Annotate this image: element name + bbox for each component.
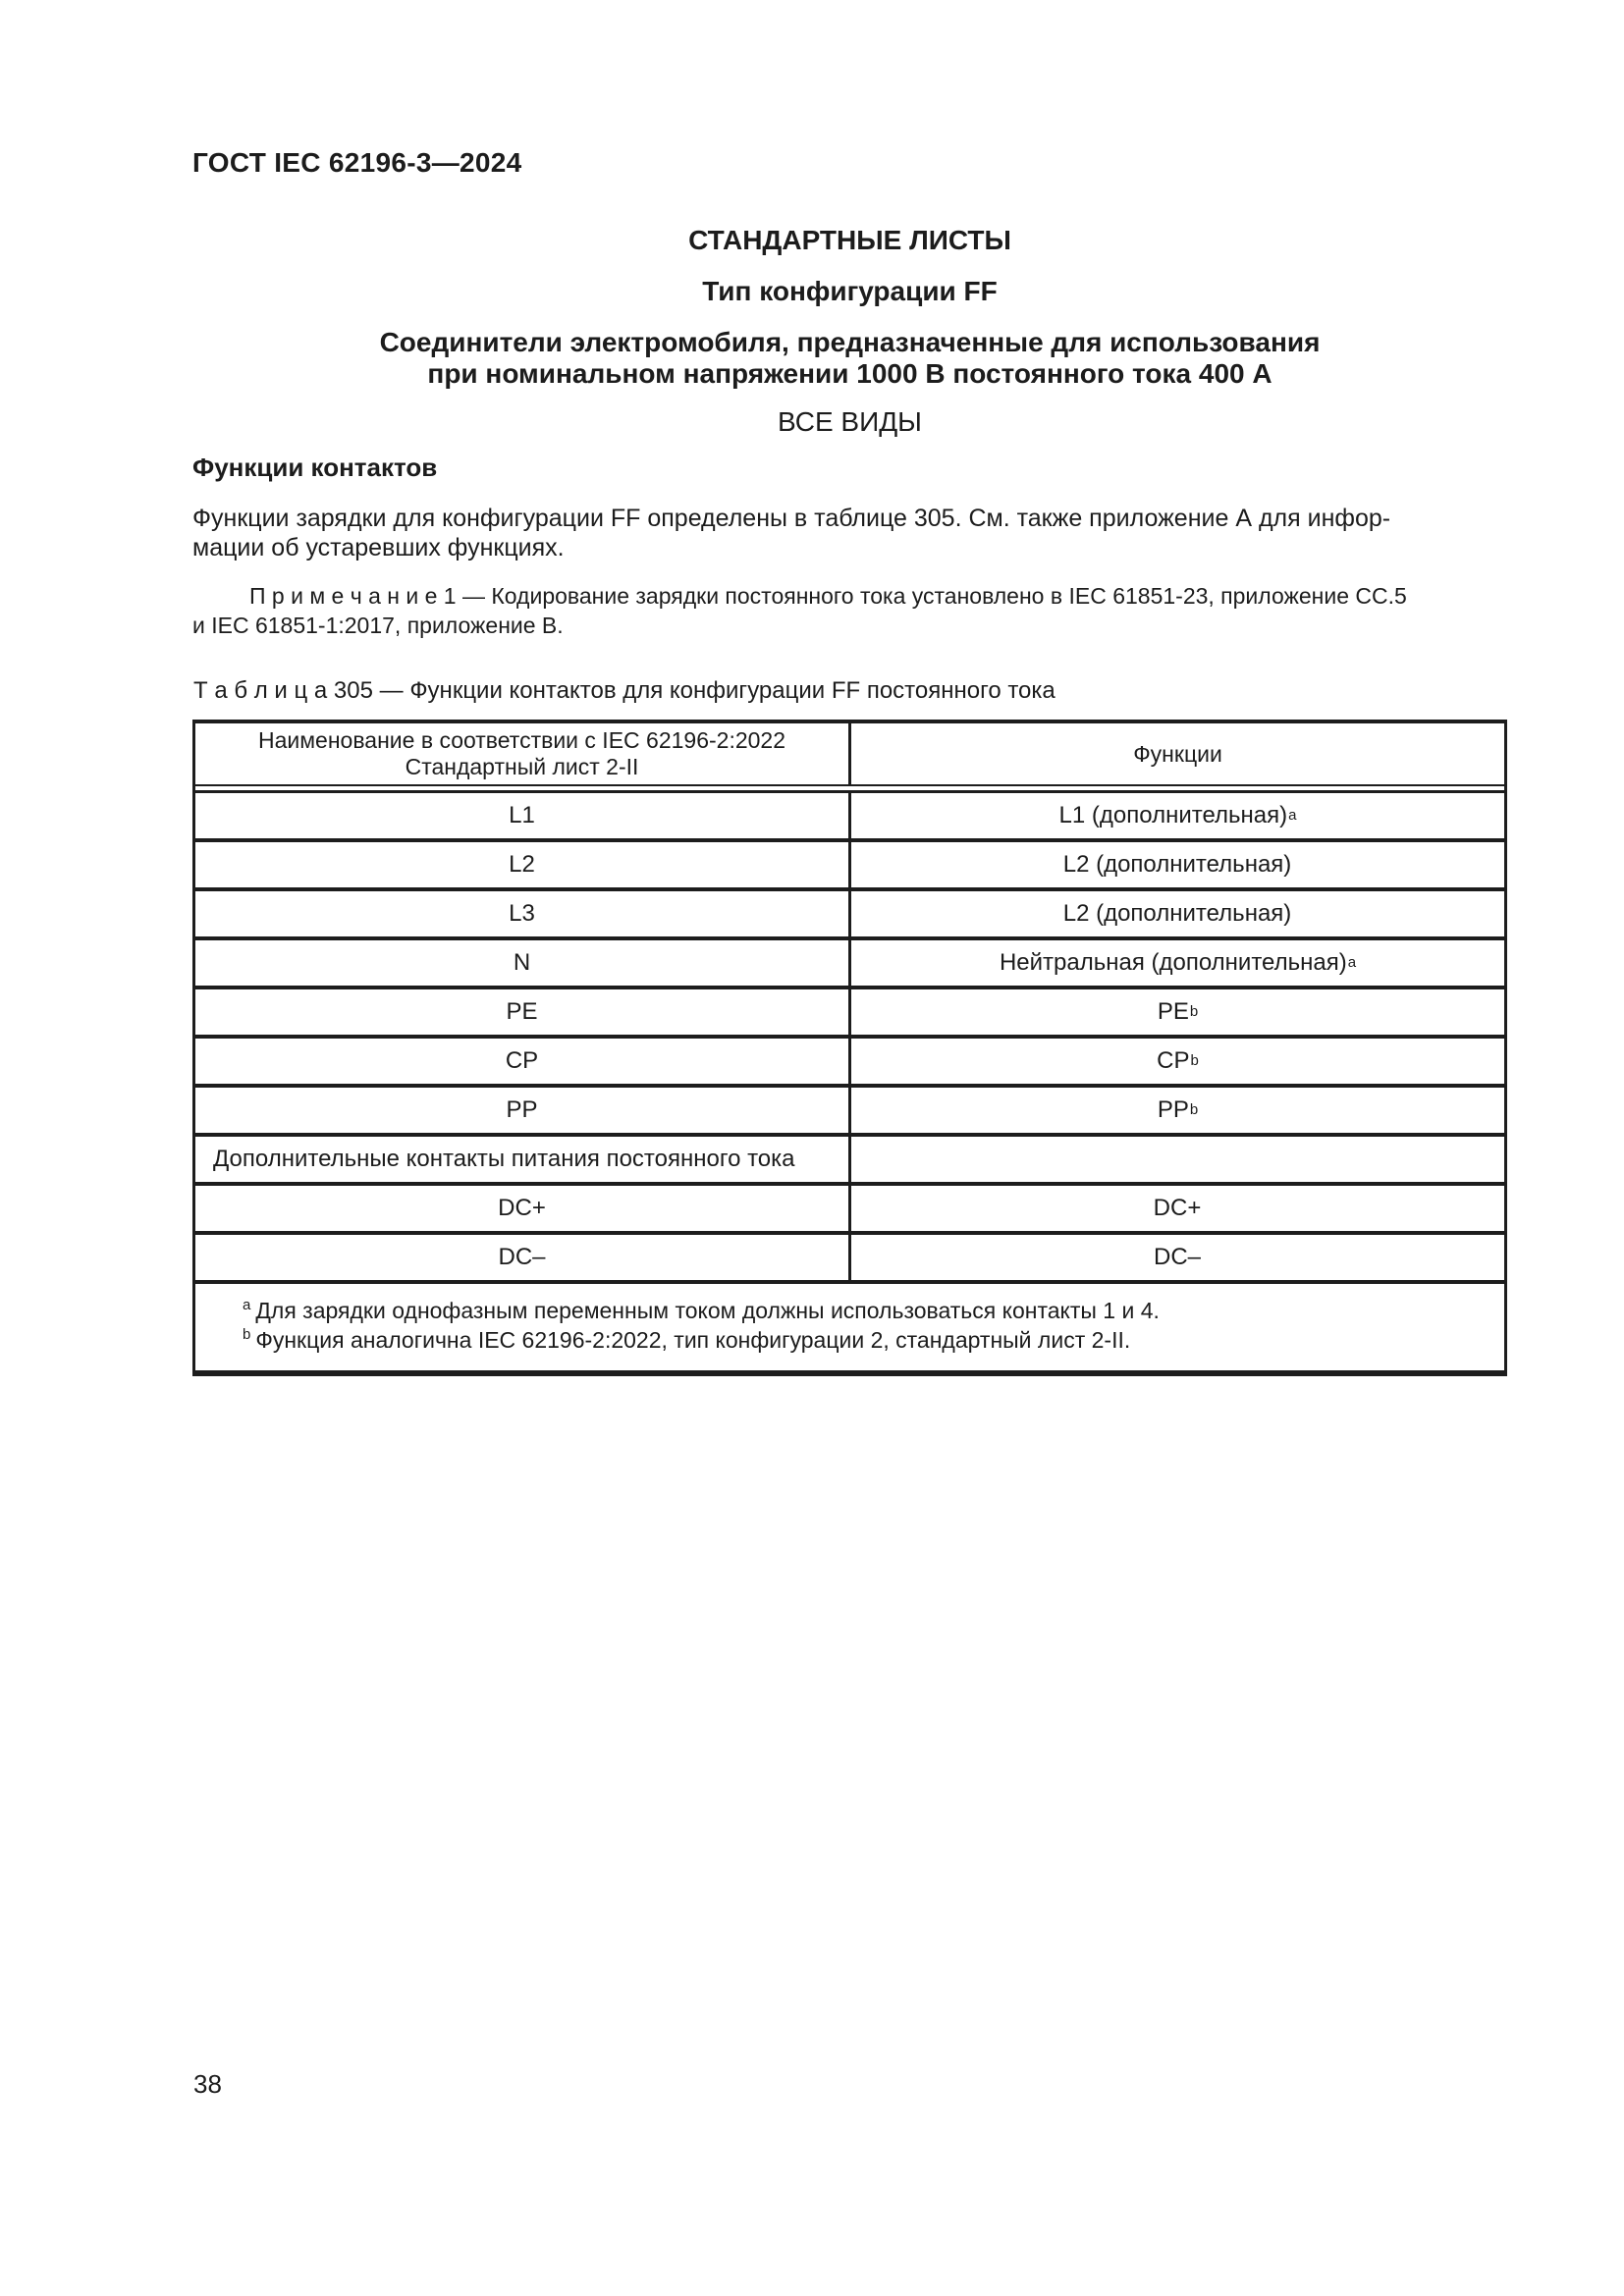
- cell-function: L2 (дополнительная): [1062, 851, 1292, 878]
- body-paragraph-line-2: мации об устаревших функциях.: [192, 534, 565, 561]
- cell-contact-name: L1: [195, 793, 851, 838]
- header-double-rule: [195, 784, 1504, 793]
- note-line-2: и IEC 61851-1:2017, приложение В.: [192, 613, 564, 638]
- table-row: [195, 1137, 1504, 1186]
- cell-contact-name: PP: [195, 1088, 851, 1133]
- subtitle-line-1: Соединители электромобиля, предназначенные для использования: [379, 327, 1321, 357]
- title-standard-sheets: СТАНДАРТНЫЕ ЛИСТЫ: [688, 225, 1011, 255]
- table-caption: Т а б л и ц а 305 — Функции контактов для конфигурации FF постоянного тока: [193, 677, 1056, 704]
- table-row: [195, 940, 1504, 989]
- table-row: [195, 1088, 1504, 1137]
- footnote-a: $^a$ Для зарядки однофазным переменным током должны использоваться контакты 1 и 4.: [243, 1297, 1160, 1323]
- body-paragraph-line-1: Функции зарядки для конфигурации FF определены в таблице 305. См. также приложение А для инфор-: [192, 505, 1391, 532]
- table-row: [195, 1235, 1504, 1284]
- title-all-views: ВСЕ ВИДЫ: [778, 406, 922, 437]
- table-row: [195, 842, 1504, 891]
- subtitle-line-2: при номинальном напряжении 1000 В постоянного тока 400 А: [427, 358, 1272, 389]
- cell-contact-name: PE: [195, 989, 851, 1035]
- title-subtitle: [192, 327, 1507, 390]
- table-row: [195, 1186, 1504, 1235]
- cell-function: L2 (дополнительная): [1062, 900, 1292, 927]
- table-row: [195, 989, 1504, 1039]
- cell-function: PP b: [1157, 1096, 1199, 1123]
- title-configuration-type: Тип конфигурации FF: [702, 276, 998, 306]
- body-paragraph: [192, 504, 1509, 562]
- cell-function: [851, 1137, 1504, 1182]
- running-header: ГОСТ IEC 62196-3—2024: [192, 147, 522, 178]
- footnote-b: $^b$ Функция аналогична IEC 62196-2:2022, тип конфигурации 2, стандартный лист 2-II.: [243, 1326, 1131, 1353]
- table-header-functions-column: [851, 723, 1504, 784]
- header-name-line-1: Наименование в соответствии с IEC 62196-2:2022: [258, 727, 785, 753]
- table-row: [195, 891, 1504, 940]
- cell-function: DC+: [1153, 1195, 1202, 1221]
- footnote-marker: b: [243, 1326, 251, 1344]
- cell-function: Нейтральная (дополнительная) a: [999, 949, 1357, 976]
- cell-contact-name: L2: [195, 842, 851, 887]
- page-number: 38: [193, 2069, 222, 2099]
- note-1: [192, 581, 1509, 640]
- table-header-row: [195, 723, 1504, 784]
- cell-contact-name: N: [195, 940, 851, 986]
- table-row: [195, 1039, 1504, 1088]
- section-heading-contact-functions: Функции контактов: [192, 453, 438, 482]
- cell-contact-name: DC–: [195, 1235, 851, 1280]
- cell-function: CP b: [1157, 1047, 1199, 1074]
- cell-contact-name: Дополнительные контакты питания постоянного тока: [195, 1137, 851, 1182]
- table-305: [192, 720, 1507, 1376]
- cell-contact-name: L3: [195, 891, 851, 936]
- table-footnotes: [195, 1284, 1504, 1370]
- note-line-1: П р и м е ч а н и е 1 — Кодирование зарядки постоянного тока установлено в IEC 61851-23, приложение СС.5: [249, 583, 1407, 609]
- table-header-name-column: [195, 723, 851, 784]
- cell-contact-name: DC+: [195, 1186, 851, 1231]
- header-name-line-2: Стандартный лист 2-II: [405, 754, 639, 779]
- footnote-marker: a: [243, 1297, 251, 1314]
- cell-function: PE b: [1157, 998, 1199, 1025]
- cell-function: L1 (дополнительная) a: [1058, 802, 1297, 828]
- cell-contact-name: CP: [195, 1039, 851, 1084]
- header-functions-label: Функции: [1133, 740, 1222, 767]
- cell-function: DC–: [1153, 1244, 1201, 1270]
- table-row: [195, 793, 1504, 842]
